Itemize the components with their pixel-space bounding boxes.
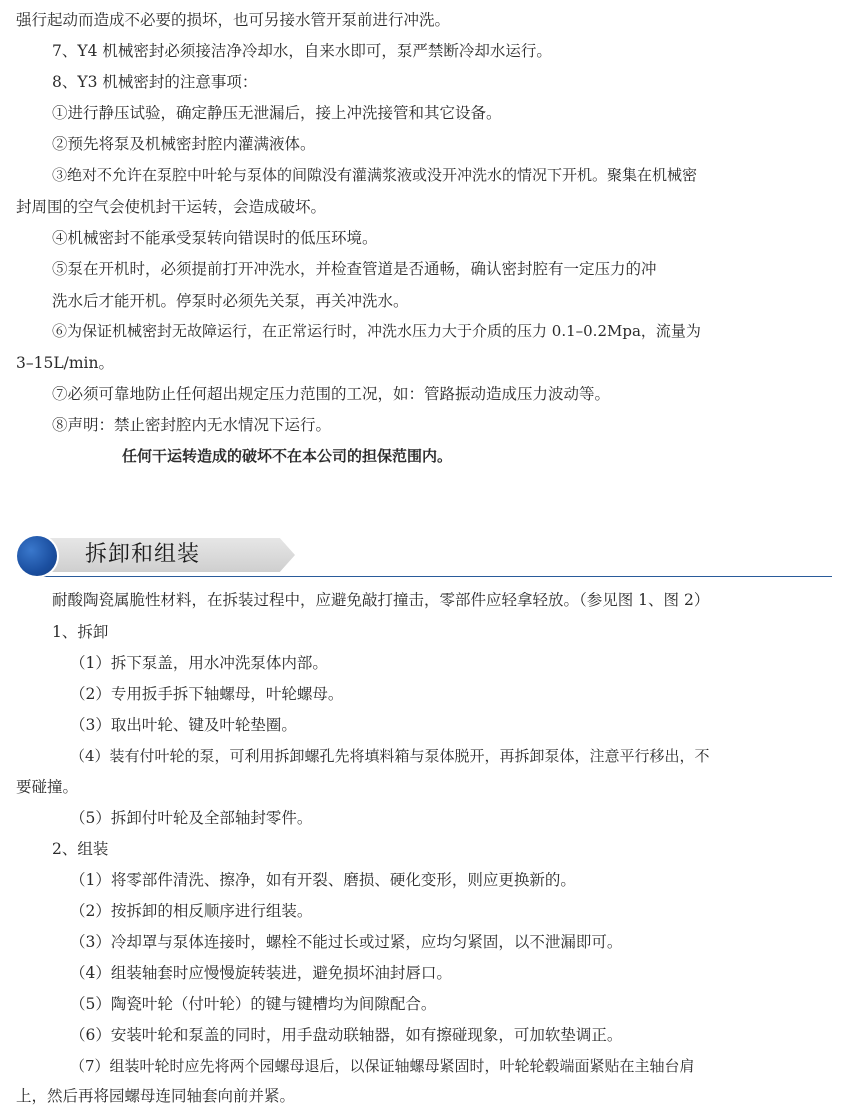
subsection-heading: 2、组装 <box>52 840 109 858</box>
list-item: （1）拆下泵盖，用水冲洗泵体内部。 <box>70 654 328 672</box>
warranty-statement: 任何干运转造成的破坏不在本公司的担保范围内。 <box>122 447 453 465</box>
section-header <box>17 532 832 580</box>
list-item: 上，然后再将园螺母连同轴套向前并紧。 <box>16 1087 296 1105</box>
text-line: 洗水后才能开机。停泵时必须先关泵，再关冲洗水。 <box>52 292 409 310</box>
subsection-heading: 1、拆卸 <box>52 623 109 641</box>
list-item: 要碰撞。 <box>16 778 79 796</box>
list-item: （1）将零部件清洗、擦净，如有开裂、磨损、硬化变形，则应更换新的。 <box>70 871 576 889</box>
list-item: （3）冷却罩与泵体连接时，螺栓不能过长或过紧，应均匀紧固，以不泄漏即可。 <box>70 933 623 951</box>
list-item: （2）专用扳手拆下轴螺母，叶轮螺母。 <box>70 685 344 703</box>
text-line: ⑥为保证机械密封无故障运行，在正常运行时，冲洗水压力大于介质的压力 0.1–0.2Mpa，流量为 <box>52 322 701 340</box>
text-line: 强行起动而造成不必要的损坏，也可另接水管开泵前进行冲洗。 <box>16 11 451 29</box>
text-line: ⑧声明：禁止密封腔内无水情况下运行。 <box>52 416 332 434</box>
list-item: （6）安装叶轮和泵盖的同时，用手盘动联轴器，如有擦碰现象，可加软垫调正。 <box>70 1026 623 1044</box>
list-item: （4）装有付叶轮的泵，可利用拆卸螺孔先将填料箱与泵体脱开，再拆卸泵体，注意平行移出，不 <box>70 747 710 765</box>
list-item: （7）组装叶轮时应先将两个园螺母退后，以保证轴螺母紧固时，叶轮轮毂端面紧贴在主轴台肩 <box>70 1057 695 1075</box>
list-item: （5）陶瓷叶轮（付叶轮）的键与键槽均为间隙配合。 <box>70 995 437 1013</box>
list-item: （5）拆卸付叶轮及全部轴封零件。 <box>70 809 313 827</box>
section-bullet-icon <box>17 536 57 576</box>
text-line: ①进行静压试验，确定静压无泄漏后，接上冲洗接管和其它设备。 <box>52 104 502 122</box>
text-line: 7、Y4 机械密封必须接洁净冷却水，自来水即可，泵严禁断冷却水运行。 <box>52 42 552 60</box>
list-item: （4）组装轴套时应慢慢旋转装进，避免损坏油封唇口。 <box>70 964 452 982</box>
text-line: 耐酸陶瓷属脆性材料，在拆装过程中，应避免敲打撞击，零部件应轻拿轻放。（参见图 1、图 2） <box>52 591 710 609</box>
text-line: ③绝对不允许在泵腔中叶轮与泵体的间隙没有灌满浆液或没开冲洗水的情况下开机。聚集在机械密 <box>52 166 698 184</box>
text-line: ⑦必须可靠地防止任何超出规定压力范围的工况，如：管路振动造成压力波动等。 <box>52 385 611 403</box>
text-line: ⑤泵在开机时，必须提前打开冲洗水，并检查管道是否通畅，确认密封腔有一定压力的冲 <box>52 260 657 278</box>
section-title: 拆卸和组装 <box>85 542 201 567</box>
text-line: 3–15L/min。 <box>16 354 114 372</box>
text-line: 封周围的空气会使机封干运转，会造成破坏。 <box>16 198 327 216</box>
text-line: ②预先将泵及机械密封腔内灌满液体。 <box>52 135 316 153</box>
text-line: 8、Y3 机械密封的注意事项： <box>52 73 258 91</box>
section-divider <box>35 576 832 578</box>
list-item: （2）按拆卸的相反顺序进行组装。 <box>70 902 313 920</box>
list-item: （3）取出叶轮、键及叶轮垫圈。 <box>70 716 297 734</box>
text-line: ④机械密封不能承受泵转向错误时的低压环境。 <box>52 229 378 247</box>
